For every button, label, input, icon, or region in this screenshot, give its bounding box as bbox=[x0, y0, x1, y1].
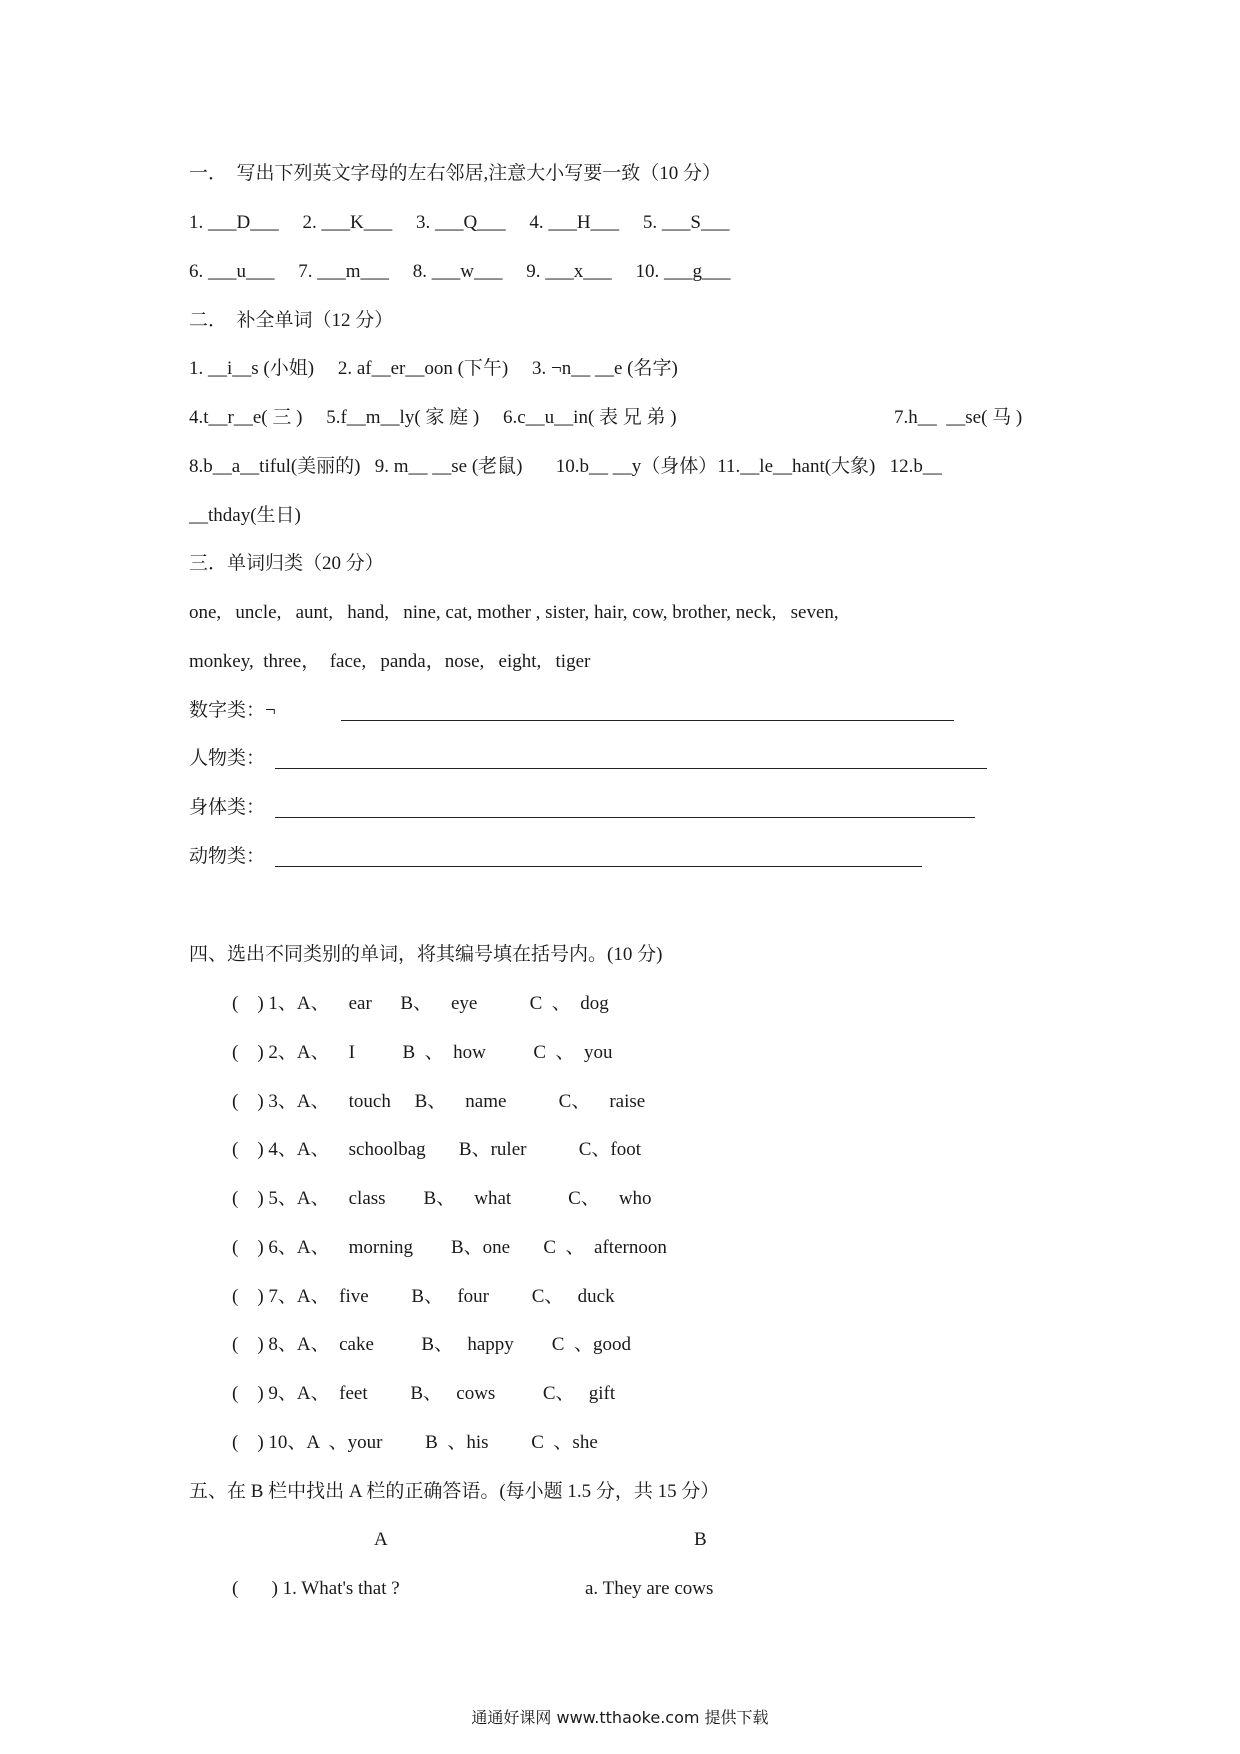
page-footer: 通通好课网 www.tthaoke.com 提供下载 bbox=[471, 1708, 769, 1727]
category-numbers-answer-line[interactable] bbox=[341, 720, 954, 721]
question-item: ( ) 10、A 、your B 、his C 、she bbox=[232, 1432, 598, 1453]
column-a-header: A bbox=[374, 1529, 388, 1550]
category-body-label: 身体类： bbox=[189, 797, 266, 818]
section-2-row-4: __thday(生日) bbox=[189, 505, 301, 526]
question-item: ( ) 7、A、 five B、 four C、 duck bbox=[232, 1286, 615, 1307]
section-4-heading: 四、选出不同类别的单词，将其编号填在括号内。(10 分) bbox=[189, 944, 663, 965]
section-3-words-1: one, uncle, aunt, hand, nine, cat, mother , sister, hair, cow, brother, neck, seven, bbox=[189, 602, 839, 623]
category-people-label: 人物类： bbox=[189, 748, 266, 769]
matching-answer-a: a. They are cows bbox=[585, 1578, 714, 1599]
question-item: ( ) 8、A、 cake B、 happy C 、good bbox=[232, 1334, 631, 1355]
category-people-answer-line[interactable] bbox=[275, 768, 987, 769]
question-item: ( ) 5、A、 class B、 what C、 who bbox=[232, 1188, 652, 1209]
question-item: ( ) 9、A、 feet B、 cows C、 gift bbox=[232, 1383, 616, 1404]
question-item: ( ) 3、A、 touch B、 name C、 raise bbox=[232, 1091, 646, 1112]
section-2-heading: 二． 补全单词（12 分） bbox=[189, 310, 394, 331]
question-item: ( ) 2、A、 I B 、 how C 、 you bbox=[232, 1042, 613, 1063]
section-2-row-3: 8.b__a__tiful(美丽的) 9. m__ __se (老鼠) 10.b__ __y（身体）11.__le__hant(大象) 12.b__ bbox=[189, 456, 942, 477]
category-body-answer-line[interactable] bbox=[275, 817, 975, 818]
section-1-heading: 一． 写出下列英文字母的左右邻居,注意大小写要一致（10 分） bbox=[189, 163, 722, 184]
category-numbers-label: 数字类：¬ bbox=[189, 700, 276, 721]
section-3-heading: 三．单词归类（20 分） bbox=[189, 553, 384, 574]
section-2-row-1: 1. __i__s (小姐) 2. af__er__oon (下午) 3. ¬n__ __e (名字) bbox=[189, 358, 678, 379]
section-3-words-2: monkey, three， face, panda，nose, eight, tiger bbox=[189, 651, 591, 672]
section-5-heading: 五、在 B 栏中找出 A 栏的正确答语。(每小题 1.5 分，共 15 分） bbox=[189, 1481, 720, 1502]
question-item: ( ) 4、A、 schoolbag B、ruler C、foot bbox=[232, 1139, 641, 1160]
column-b-header: B bbox=[694, 1529, 707, 1550]
question-item: ( ) 1、A、 ear B、 eye C 、 dog bbox=[232, 993, 609, 1014]
section-2-row-2a: 4.t__r__e( 三 ) 5.f__m__ly( 家 庭 ) 6.c__u__in( 表 兄 弟 ) bbox=[189, 407, 677, 428]
category-animals-answer-line[interactable] bbox=[275, 866, 922, 867]
section-1-row-1: 1. ___D___ 2. ___K___ 3. ___Q___ 4. ___H___ 5. ___S___ bbox=[189, 212, 730, 233]
category-animals-label: 动物类： bbox=[189, 846, 266, 867]
question-item: ( ) 6、A、 morning B、one C 、 afternoon bbox=[232, 1237, 667, 1258]
matching-question-1: ( ) 1. What's that ? bbox=[232, 1578, 400, 1599]
section-1-row-2: 6. ___u___ 7. ___m___ 8. ___w___ 9. ___x___ 10. ___g___ bbox=[189, 261, 731, 282]
section-2-row-2b: 7.h__ __se( 马 ) bbox=[894, 407, 1023, 428]
